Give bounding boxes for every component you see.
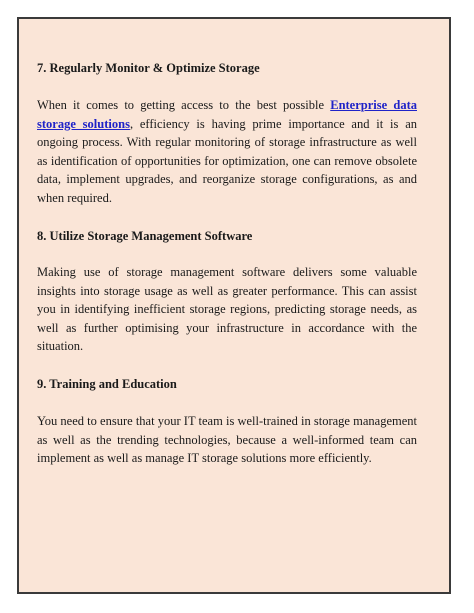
section-heading-monitor-optimize: 7. Regularly Monitor & Optimize Storage xyxy=(37,61,260,75)
enterprise-storage-link[interactable]: Enterprise data storage solutions xyxy=(37,98,417,131)
section-paragraph-monitor-optimize xyxy=(37,96,417,207)
section-heading-training: 9. Training and Education xyxy=(37,377,177,391)
section-paragraph-training: You need to ensure that your IT team is well-trained in storage management as well as the trending technologies, because a well-informed team can implement as well as manage IT storage solutions more efficiently. xyxy=(37,414,417,465)
paragraph-text: , efficiency is having prime importance and it is an ongoing process. With regular monitoring of storage infrastructure as well as identification of opportunities for optimization, one can remove obsolete data, implement upgrades, and reorganize storage configurations, as and when required. xyxy=(37,116,417,205)
section-paragraph-storage-software: Making use of storage management software delivers some valuable insights into storage usage as well as greater performance. This can assist you in identifying inefficient storage regions, predicting storage needs, as well as further optimising your infrastructure in accordance with the situation. xyxy=(37,265,417,353)
paragraph-text: When it comes to getting access to the best possible xyxy=(37,98,331,112)
section-heading-storage-software: 8. Utilize Storage Management Software xyxy=(37,229,253,243)
